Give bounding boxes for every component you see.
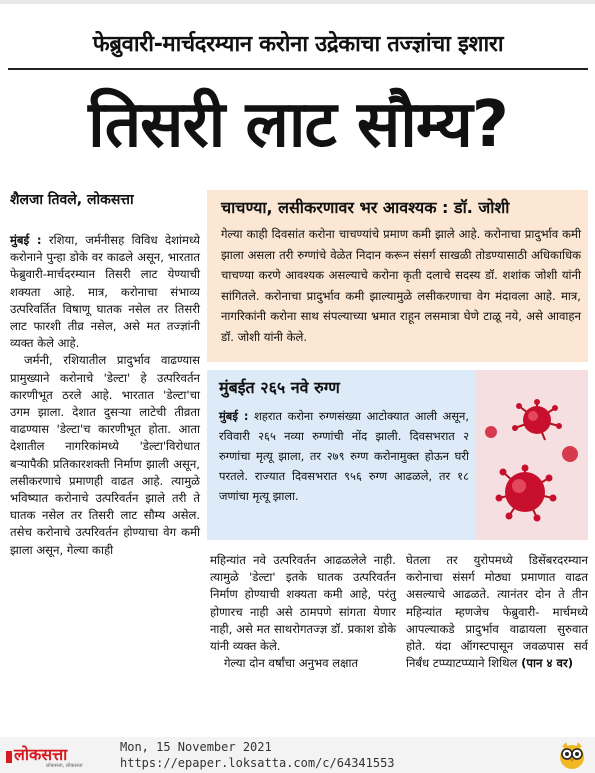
top-divider [0,0,595,4]
continued-page-link[interactable]: (पान ४ वर) [521,656,574,671]
paragraph-3: महिन्यांत नवे उत्परिवर्तन आढळलेले नाही. त्यामुळे 'डेल्टा' इतके घातक उत्परिवर्तन निर्माण होण्याची शक्यता कमी आहे, परंतु होणारच नाही असे ठामपणे सांगता येणार नाही, असे मत साथरोगतज्ज्ञ डॉ. प्रकाश डोके यांनी व्यक्त केले. [210,553,396,654]
owl-mascot-icon [557,740,587,770]
svg-text:लोकसत्ता: लोकसत्ता [14,745,68,764]
box-testing-text: गेल्या काही दिवसांत करोना चाचण्यांचे प्रमाण कमी झाले आहे. करोनाचा प्रादुर्भाव कमी झाला असला तरी रुग्णांचे वेळेत निदान करून संसर्ग साखळी तोडण्यासाठी अधिकाधिक चाचण्या करणे आवश्यक असल्याचे करोना कृती दलाचे सदस्य डॉ. शशांक जोशी यांनी सांगितले. करोनाचा प्रादुर्भाव कमी झाल्यामुळे लसीकरणाचा वेग मंदावला आहे. मात्र, नागरिकांनी करोना साथ संपल्याच्या भ्रमात राहून लसमात्रा घेणे टाळू नये, असे आवाहन डॉ. जोशी यांनी केले. [221,227,581,344]
headline: तिसरी लाट सौम्य? [88,88,508,162]
paragraph-4: गेल्या दोन वर्षांचा अनुभव लक्षात [224,656,359,671]
box-testing [207,190,588,362]
article-column-1 [10,232,200,559]
publication-date: Mon, 15 November 2021 [120,740,272,754]
loksatta-logo-icon [6,742,110,768]
dateline: मुंबई : [10,233,42,247]
byline: शैलजा तिवले, लोकसत्ता [10,192,134,208]
subheadline-divider [8,68,588,70]
svg-text:लोकसत्ता, लोकसत्ता: लोकसत्ता, लोकसत्ता [46,763,83,768]
paragraph-2: जर्मनी, रशियातील प्रादुर्भाव वाढण्यास प्रामुख्याने करोनाचे 'डेल्टा' हे उत्परिवर्तन कारणीभूत ठरले आहे. भारतात 'डेल्टा'चा उगम झाला. देशात दुसऱ्या लाटेची तीव्रता वाढण्यास 'डेल्टा'च कारणीभूत होता. आता देशातील नागरिकांमध्ये 'डेल्टा'विरोधात बऱ्यापैकी प्रतिकारशक्ती निर्माण झाली असून, लसीकरणाचे प्रमाणही वाढत आहे. त्यामुळे भविष्यात करोनाचे उत्परिवर्तन झाले तरी ते घातक नसेल तर तिसरी लाट सौम्य असेल. तसेच करोनाचे उत्परिवर्तन होण्याचा वेग कमी झाला असून, गेल्या काही [10,353,200,557]
paragraph-5: घेतला तर युरोपमध्ये डिसेंबरदरम्यान करोनाचा संसर्ग मोठ्या प्रमाणात वाढत असल्याचे आढळते. त्यानंतर दोन ते तीन महिन्यांत म्हणजेच फेब्रुवारी- मार्चमध्ये आपल्याकडे प्रादुर्भाव वाढायला सुरुवात होते. यंदा ऑगस्टपासून जवळपास सर्व निर्बंध टप्प्याटप्प्याने शिथिल [406,553,588,671]
paragraph-1: रशिया, जर्मनीसह विविध देशांमध्ये करोनाने पुन्हा डोके वर काढले असून, भारतात फेब्रुवारी-मार्चदरम्यान तिसरी लाट येण्याची शक्यता आहे. मात्र, करोनाचा संभाव्य उत्परिवर्तित विषाणू घातक नसेल तर तिसरी लाट फारशी तीव्र नसेल, असे मत तज्ज्ञांनी व्यक्त केले आहे. [10,233,201,351]
epaper-url[interactable]: https://epaper.loksatta.com/c/64341553 [120,756,395,770]
article-column-2 [210,552,396,672]
footer-info [120,739,395,771]
article-column-3 [406,552,588,672]
footer [0,737,595,773]
box-mumbai-title: मुंबईत २६५ नवे रुग्ण [219,378,340,397]
box-mumbai-body: शहरात करोना रुग्णसंख्या आटोक्यात आली असून, रविवारी २६५ नव्या रुग्णांची नोंद झाली. दिवसभरात २ रुग्णांचा मृत्यू झाला, तर २७९ रुग्ण करोनामुक्त होऊन घरी परतले. राज्यात दिवसभरात ९५६ रुग्ण आढळले, तर १८ जणांचा मृत्यू झाला. [219,409,469,503]
subheadline: फेब्रुवारी-मार्चदरम्यान करोना उद्रेकाचा तज्ज्ञांचा इशारा [92,32,504,57]
box-mumbai [207,370,588,540]
box-mumbai-text [219,406,469,506]
coronavirus-image [475,370,588,540]
box-mumbai-dateline: मुंबई : [219,409,249,423]
box-testing-title: चाचण्या, लसीकरणावर भर आवश्यक : डॉ. जोशी [221,198,510,217]
